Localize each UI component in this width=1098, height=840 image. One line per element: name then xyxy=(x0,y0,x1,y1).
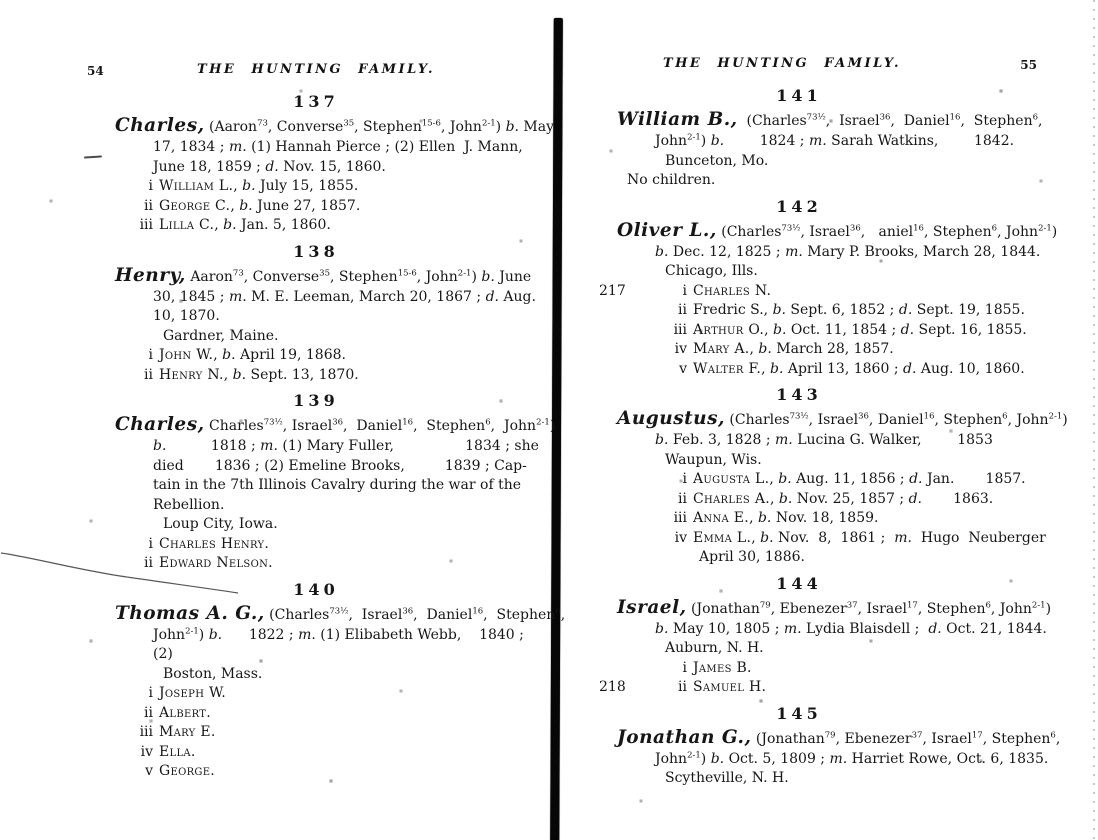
line-text: Bunceton, Mo. xyxy=(665,152,769,169)
person-name: Jonathan G., xyxy=(617,726,752,748)
entry-line xyxy=(655,620,1047,640)
child-name: Lilla C. xyxy=(159,217,215,233)
child-numeral: i xyxy=(148,347,153,363)
entry-line xyxy=(617,596,1052,620)
genealogy-entry-145 xyxy=(597,703,1061,789)
child-numeral: iv xyxy=(674,341,687,357)
entry-line xyxy=(129,684,547,704)
child-name: Henry N. xyxy=(159,366,224,383)
running-header: THE HUNTING FAMILY. xyxy=(196,62,436,77)
child-name: Mary A. xyxy=(693,341,750,357)
child-record-text: , b. March 28, 1857. xyxy=(749,341,894,357)
entry-number: 139 xyxy=(293,391,339,410)
entry-number: 138 xyxy=(293,241,339,261)
person-name: Charles, xyxy=(115,414,205,435)
entry-line xyxy=(129,216,547,236)
child-record-text: , b. Jan. 5, 1860. xyxy=(214,217,331,233)
entry-line xyxy=(665,639,1037,659)
child-name: George. xyxy=(159,763,216,779)
entry-line xyxy=(129,723,547,743)
entry-line xyxy=(129,197,547,217)
entry-line xyxy=(153,626,547,646)
margin-reference-number: 217 xyxy=(599,282,626,299)
child-name: William L. xyxy=(159,178,234,194)
child-name: Augusta L. xyxy=(693,471,770,487)
child-record-text: , b. Sept. 6, 1852 ; d. Sept. 19, 1855. xyxy=(763,302,1025,318)
entry-line xyxy=(153,288,547,308)
child-name: Charles Henry. xyxy=(159,535,270,552)
entry-line xyxy=(665,262,1037,282)
child-numeral: i xyxy=(148,178,153,194)
child-record-text: , b. Aug. 11, 1856 ; d. Jan. 1857. xyxy=(769,471,1026,487)
line-text: Scytheville, N. H. xyxy=(665,770,789,786)
child-record-text: , b. Nov. 18, 1859. xyxy=(749,510,879,526)
entry-line xyxy=(699,548,1037,568)
child-record-text: , b. Nov. 25, 1857 ; d. 1863. xyxy=(770,490,994,507)
entry-line xyxy=(663,321,1037,341)
child-record-text: , b. Sept. 13, 1870. xyxy=(223,366,359,383)
right-page-entries xyxy=(597,86,1068,789)
child-numeral: ii xyxy=(144,366,153,383)
line-text: (2) xyxy=(153,646,173,662)
entry-line xyxy=(655,243,1041,263)
entry-line xyxy=(129,366,547,386)
person-name: Oliver L., xyxy=(617,219,717,241)
genealogy-entry-144 xyxy=(597,573,1052,698)
entry-line xyxy=(153,476,547,496)
line-text: 17, 1834 ; m. (1) Hannah Pierce ; (2) Ellen J. Mann, xyxy=(153,139,523,155)
child-record-text: , b. July 15, 1855. xyxy=(233,178,359,194)
genealogy-entry-141 xyxy=(597,86,1043,191)
entry-line xyxy=(663,360,1037,380)
lineage-text: (Charles$^{73\frac{1}{2}}$, Israel$^{36}$, Daniel$^{16}$, Stephen$^6$, xyxy=(264,605,566,623)
child-name: Ella. xyxy=(159,743,196,760)
child-numeral: i xyxy=(682,471,687,487)
entry-line xyxy=(163,665,547,685)
entry-number: 140 xyxy=(293,579,339,599)
entry-line xyxy=(163,327,547,347)
line-text: June 18, 1859 ; d. Nov. 15, 1860. xyxy=(153,158,386,175)
entry-line xyxy=(617,726,1061,750)
left-page-header xyxy=(85,62,547,86)
right-page-header xyxy=(597,56,1037,80)
entry-line xyxy=(153,307,547,327)
line-text: John$^{2-1}$) b. 1824 ; m. Sarah Watkins, 1842. xyxy=(655,132,1015,149)
child-name: Fredric S. xyxy=(693,302,764,318)
entry-line xyxy=(129,704,547,724)
genealogy-entry-142 xyxy=(597,196,1058,380)
entry-number: 141 xyxy=(776,86,822,105)
entry-line xyxy=(617,219,1058,243)
entry-number: 145 xyxy=(776,703,822,723)
line-text: 30, 1845 ; m. M. E. Leeman, March 20, 1867 ; d. Aug. xyxy=(153,288,536,305)
lineage-text: (Aaron$^{73}$, Converse$^{35}$, Stephen$^{15-6}$, John$^{2-1}$) b. May xyxy=(204,118,555,135)
child-numeral: i xyxy=(682,659,687,676)
entry-line xyxy=(627,171,1037,191)
line-text: No children. xyxy=(627,172,716,188)
entry-line xyxy=(153,138,547,158)
person-name: Thomas A. G., xyxy=(115,602,265,624)
entry-line xyxy=(129,346,547,366)
child-name: George C. xyxy=(159,197,231,214)
child-name: James B. xyxy=(693,659,752,676)
entry-line xyxy=(663,509,1037,529)
child-record-text: , b. Nov. 8, 1861 ; m. Hugo Neuberger xyxy=(751,529,1046,546)
margin-reference-number: 218 xyxy=(599,679,626,695)
child-numeral: ii xyxy=(144,704,153,721)
left-page xyxy=(85,62,566,782)
right-page xyxy=(597,56,1068,789)
genealogy-entry-140 xyxy=(85,579,566,782)
entry-line xyxy=(655,431,1037,451)
child-record-text: , b. Oct. 11, 1854 ; d. Sept. 16, 1855. xyxy=(764,321,1027,338)
line-text: Gardner, Maine. xyxy=(163,327,279,344)
person-name: Augustus, xyxy=(617,408,725,429)
person-name: Charles, xyxy=(115,115,205,136)
person-name: William B., xyxy=(617,109,738,130)
line-text: 10, 1870. xyxy=(153,308,220,324)
line-text: Auburn, N. H. xyxy=(665,640,764,656)
entry-number: 137 xyxy=(293,92,339,111)
line-text: Rebellion. xyxy=(153,496,225,513)
line-text: John$^{2-1}$) b. Oct. 5, 1809 ; m. Harriet Rowe, Oct. 6, 1835. xyxy=(655,749,1049,767)
genealogy-entry-138 xyxy=(85,243,547,386)
line-text: Chicago, Ills. xyxy=(665,263,758,279)
scan-noise xyxy=(0,0,2,2)
entry-line xyxy=(153,158,547,178)
page-number: 55 xyxy=(1020,58,1037,72)
entry-line xyxy=(655,132,1037,152)
entry-line xyxy=(599,282,1037,302)
entry-line xyxy=(153,496,547,516)
entry-line xyxy=(153,457,547,477)
entry-line xyxy=(665,152,1037,172)
child-name: Arthur O. xyxy=(693,321,765,338)
lineage-text: (Jonathan$^{79}$, Ebenezer$^{37}$, Israel$^{17}$, Stephen$^6$, xyxy=(751,729,1061,747)
lineage-text: (Charles$^{73\frac{1}{2}}$, Israel$^{36}$, Daniel$^{16}$, Stephen$^6$, John$^{2-1}$) xyxy=(724,411,1068,428)
child-numeral: iii xyxy=(673,321,687,338)
entry-line xyxy=(129,762,547,782)
lineage-text: Aaron$^{73}$, Converse$^{35}$, Stephen$^{15-6}$, John$^{2-1}$) b. June xyxy=(185,267,532,285)
child-name: John W. xyxy=(159,347,214,363)
child-name: Joseph W. xyxy=(159,685,226,701)
entry-line xyxy=(663,340,1037,360)
child-name: Charles N. xyxy=(693,282,772,299)
child-numeral: ii xyxy=(144,555,153,571)
child-name: Albert. xyxy=(159,704,211,721)
entry-line xyxy=(115,602,566,626)
person-name: Israel, xyxy=(617,596,687,618)
child-name: Walter F. xyxy=(693,360,762,377)
child-numeral: i xyxy=(148,535,153,552)
child-numeral: ii xyxy=(678,302,687,318)
genealogy-entry-139 xyxy=(85,391,556,574)
genealogy-entry-143 xyxy=(597,385,1068,568)
lineage-text: (Charles$^{73\frac{1}{2}}$, Israel$^{36}$, Daniel$^{16}$, Stephen$^6$, xyxy=(737,112,1043,129)
entry-line xyxy=(129,535,547,555)
entry-line xyxy=(655,749,1049,770)
child-numeral: iv xyxy=(140,743,153,760)
entry-line xyxy=(129,177,547,197)
entry-line xyxy=(663,490,1037,510)
child-numeral: iii xyxy=(139,724,153,740)
entry-line xyxy=(153,437,547,457)
entry-line xyxy=(663,470,1037,490)
line-text: Waupun, Wis. xyxy=(665,451,762,468)
entry-line xyxy=(129,743,547,763)
child-record-text: , b. April 13, 1860 ; d. Aug. 10, 1860. xyxy=(761,360,1025,377)
entry-line xyxy=(665,769,1037,789)
entry-line xyxy=(115,265,547,288)
child-record-text: , b. April 19, 1868. xyxy=(213,347,346,363)
child-record-text: , b. June 27, 1857. xyxy=(230,197,361,214)
child-numeral: iii xyxy=(673,510,687,526)
child-numeral: ii xyxy=(678,490,687,507)
child-name: Mary E. xyxy=(159,724,216,740)
line-text: b. Dec. 12, 1825 ; m. Mary P. Brooks, March 28, 1844. xyxy=(655,243,1041,260)
child-numeral: iii xyxy=(139,217,153,233)
entry-line xyxy=(617,109,1043,132)
entry-line xyxy=(599,678,1037,698)
entry-line xyxy=(663,529,1046,549)
child-numeral: iv xyxy=(674,529,687,546)
page-number: 54 xyxy=(87,64,104,78)
entry-line xyxy=(115,414,556,437)
left-page-entries xyxy=(85,92,566,782)
child-numeral: i xyxy=(148,685,153,701)
line-text: died 1836 ; (2) Emeline Brooks, 1839 ; Cap- xyxy=(153,457,527,474)
child-numeral: v xyxy=(679,360,687,377)
genealogy-entry-137 xyxy=(85,92,555,236)
entry-line xyxy=(153,645,547,665)
line-text: b. Feb. 3, 1828 ; m. Lucina G. Walker, 1853 xyxy=(655,432,993,448)
entry-line xyxy=(115,115,555,138)
line-text: April 30, 1886. xyxy=(699,549,805,565)
child-name: Anna E. xyxy=(693,510,750,526)
entry-line xyxy=(163,515,547,535)
entry-line xyxy=(663,659,1037,679)
child-name: Edward Nelson. xyxy=(159,555,273,571)
entry-line xyxy=(665,451,1037,471)
entry-number: 144 xyxy=(776,573,822,593)
child-numeral: ii xyxy=(678,679,687,695)
entry-number: 143 xyxy=(776,385,822,404)
entry-line xyxy=(617,408,1068,431)
child-name: Samuel H. xyxy=(693,679,767,695)
line-text: Loup City, Iowa. xyxy=(163,516,278,532)
person-name: Henry, xyxy=(115,264,186,286)
entry-line xyxy=(663,301,1037,321)
line-text: tain in the 7th Illinois Cavalry during the war of the xyxy=(153,477,522,493)
child-numeral: i xyxy=(682,282,687,299)
line-text: Boston, Mass. xyxy=(163,665,263,682)
lineage-text: Charles$^{73\frac{1}{2}}$, Israel$^{36}$, Daniel$^{16}$, Stephen$^6$, John$^{2-1}$) xyxy=(204,417,556,434)
child-name: Emma L. xyxy=(693,529,752,546)
line-text: John$^{2-1}$) b. 1822 ; m. (1) Elibabeth Webb, 1840 ; xyxy=(153,625,524,643)
entry-line xyxy=(129,554,547,574)
scan-edge-marks xyxy=(1093,0,1095,840)
line-text: b. May 10, 1805 ; m. Lydia Blaisdell ; d. Oct. 21, 1844. xyxy=(655,620,1047,637)
child-numeral: ii xyxy=(144,197,153,214)
child-numeral: v xyxy=(145,763,153,779)
child-name: Charles A. xyxy=(693,490,770,507)
line-text: b. 1818 ; m. (1) Mary Fuller, 1834 ; she xyxy=(153,438,539,454)
lineage-text: (Charles$^{73\frac{1}{2}}$, Israel$^{36}$, aniel$^{16}$, Stephen$^6$, John$^{2-1}$) xyxy=(716,222,1058,240)
lineage-text: (Jonathan$^{79}$, Ebenezer$^{37}$, Israel$^{17}$, Stephen$^6$, John$^{2-1}$) xyxy=(686,599,1052,617)
running-header: THE HUNTING FAMILY. xyxy=(662,56,902,71)
entry-number: 142 xyxy=(776,196,822,216)
